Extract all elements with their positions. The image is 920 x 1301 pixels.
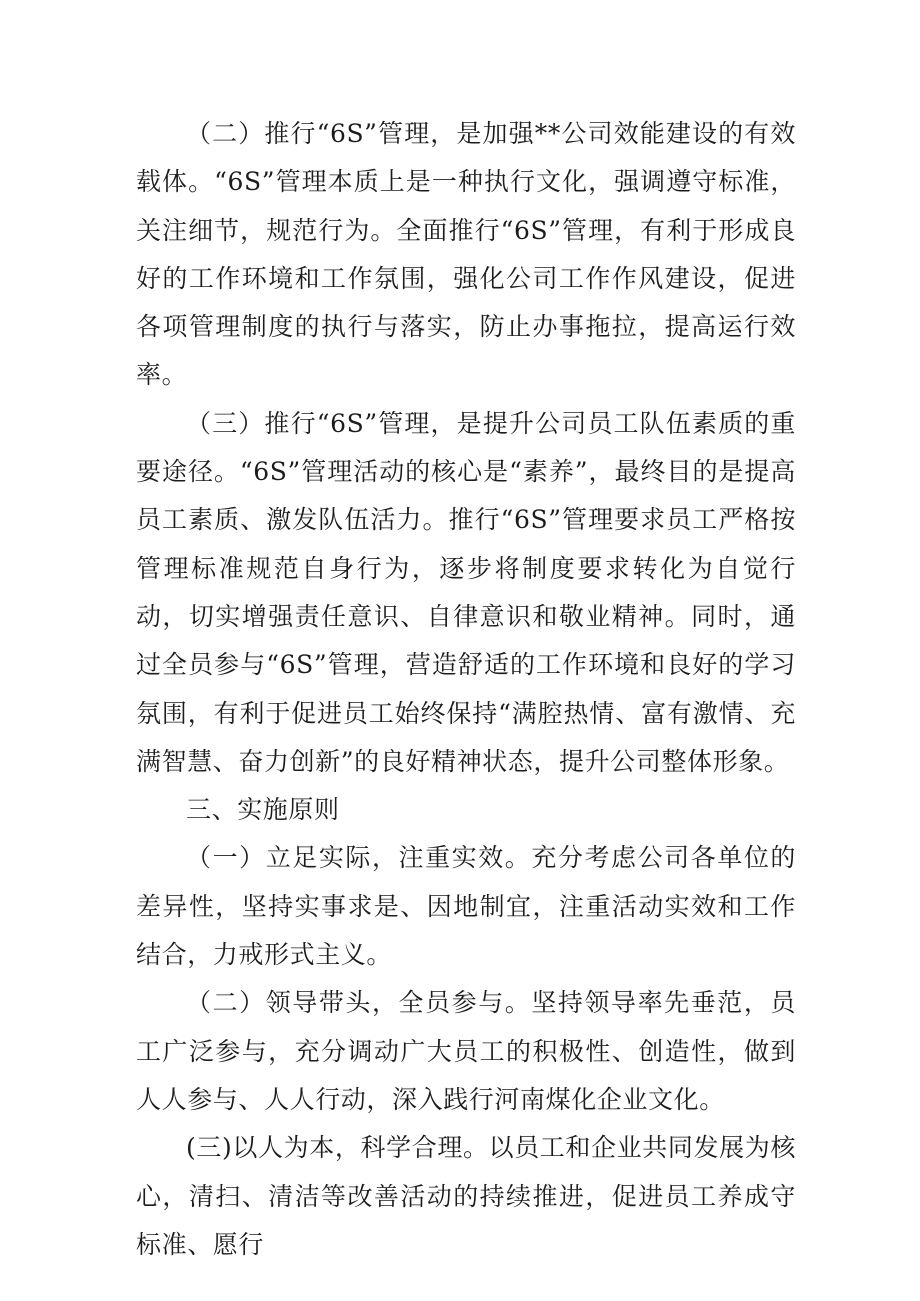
paragraph-6s-efficiency: （二）推行“6S”管理，是加强**公司效能建设的有效载体。“6S”管理本质上是一种执行文化，强调遵守标准，关注细节，规范行为。全面推行“6S”管理，有利于形成良好的工作环境和工作氛围，强化公司工作作风建设，促进各项管理制度的执行与落实，防止办事拖拉，提高运行效率。 xyxy=(136,119,796,390)
paragraph-principle-2: （二）领导带头，全员参与。坚持领导率先垂范，员工广泛参与，充分调动广大员工的积极性、创造性，做到人人参与、人人行动，深入践行河南煤化企业文化。 xyxy=(136,988,796,1114)
paragraph-6s-quality: （三）推行“6S”管理，是提升公司员工队伍素质的重要途径。“6S”管理活动的核心是“素养”，最终目的是提高员工素质、激发队伍活力。推行“6S”管理要求员工严格按管理标准规范自身行为，逐步将制度要求转化为自觉行动，切实增强责任意识、自律意识和敬业精神。同时，通过全员参与“6S”管理，营造舒适的工作环境和良好的学习氛围，有利于促进员工始终保持“满腔热情、富有激情、充满智慧、奋力创新”的良好精神状态，提升公司整体形象。 xyxy=(136,408,796,776)
document-page xyxy=(136,110,796,1269)
paragraph-principle-1: （一）立足实际，注重实效。充分考虑公司各单位的差异性，坚持实事求是、因地制宜，注重活动实效和工作结合，力戒形式主义。 xyxy=(136,843,796,970)
paragraph-principle-3: (三)以人为本，科学合理。以员工和企业共同发展为核心，清扫、清洁等改善活动的持续推进，促进员工养成守标准、愿行 xyxy=(136,1133,796,1259)
section-heading-principles: 三、实施原则 xyxy=(186,795,340,825)
